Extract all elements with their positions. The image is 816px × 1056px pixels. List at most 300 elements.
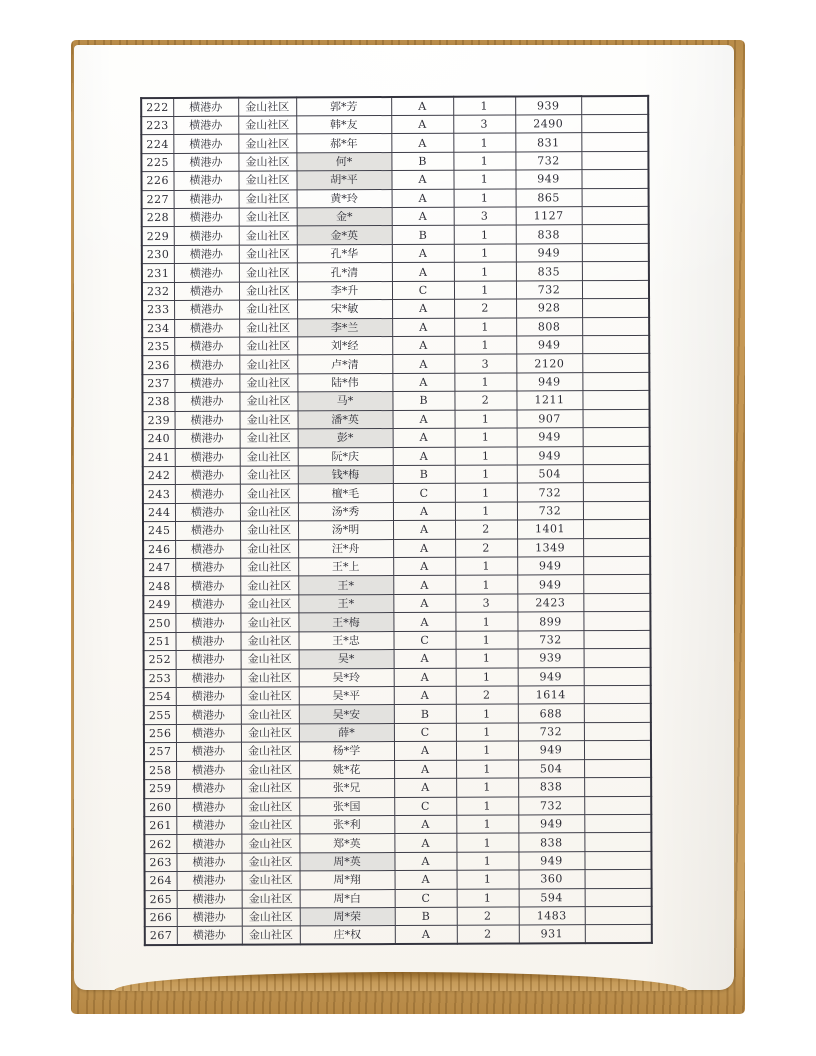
cell-amount: 1483 (519, 907, 585, 926)
cell-row-number: 245 (143, 522, 175, 541)
cell-count: 1 (457, 870, 519, 889)
cell-name: 吴*玲 (299, 668, 394, 687)
cell-office: 横港办 (176, 835, 241, 854)
cell-amount: 949 (518, 851, 584, 870)
cell-blank (585, 870, 652, 889)
cell-row-number: 229 (142, 227, 174, 246)
cell-name: 何* (296, 152, 391, 171)
cell-grade: A (394, 686, 456, 705)
table-row (145, 888, 652, 909)
table-row (145, 925, 652, 946)
cell-blank (584, 667, 651, 686)
cell-amount: 907 (517, 409, 583, 428)
cell-row-number: 241 (143, 448, 175, 467)
cell-blank (583, 501, 650, 520)
cell-amount: 835 (516, 262, 582, 281)
cell-name: 王* (298, 576, 393, 595)
cell-count: 2 (455, 520, 517, 539)
cell-community: 金山社区 (242, 890, 300, 909)
cell-row-number: 257 (144, 743, 176, 762)
cell-amount: 949 (518, 815, 584, 834)
cell-count: 1 (454, 225, 516, 244)
cell-name: 郭*芳 (296, 97, 391, 116)
cell-community: 金山社区 (238, 97, 296, 116)
table-row (142, 188, 649, 209)
cell-amount: 838 (516, 225, 582, 244)
cell-grade: B (392, 391, 454, 410)
table-row (143, 446, 650, 467)
cell-count: 2 (457, 907, 519, 926)
cell-community: 金山社区 (240, 411, 298, 430)
cell-community: 金山社区 (239, 226, 297, 245)
cell-office: 横港办 (175, 411, 240, 430)
cell-community: 金山社区 (239, 300, 297, 319)
table-row (141, 151, 648, 172)
cell-office: 横港办 (176, 798, 241, 817)
cell-grade: C (392, 281, 454, 300)
cell-blank (583, 483, 650, 502)
cell-blank (584, 704, 651, 723)
cell-row-number: 234 (142, 319, 174, 338)
cell-name: 马* (297, 392, 392, 411)
table-row (143, 501, 650, 522)
cell-office: 横港办 (176, 724, 241, 743)
cell-community: 金山社区 (240, 484, 298, 503)
cell-count: 1 (456, 760, 518, 779)
cell-row-number: 259 (144, 780, 176, 799)
table-row (143, 612, 650, 633)
cell-blank (581, 133, 648, 152)
cell-amount: 949 (517, 557, 583, 576)
cell-blank (582, 262, 649, 281)
cell-blank (584, 759, 651, 778)
cell-amount: 808 (516, 317, 582, 336)
cell-community: 金山社区 (241, 724, 299, 743)
cell-name: 黄*玲 (297, 189, 392, 208)
cell-grade: A (393, 502, 455, 521)
cell-amount: 360 (519, 870, 585, 889)
cell-amount: 838 (518, 778, 584, 797)
cell-grade: A (394, 815, 456, 834)
cell-name: 张*利 (299, 815, 394, 834)
cell-community: 金山社区 (239, 263, 297, 282)
cell-office: 横港办 (174, 227, 239, 246)
cell-grade: A (395, 926, 457, 945)
cell-grade: A (392, 299, 454, 318)
cell-community: 金山社区 (241, 669, 299, 688)
cell-grade: A (392, 318, 454, 337)
cell-amount: 1127 (516, 207, 582, 226)
cell-count: 1 (455, 612, 517, 631)
table-wrap (140, 95, 653, 947)
cell-community: 金山社区 (240, 632, 298, 651)
cell-name: 郑*英 (299, 834, 394, 853)
table-row (143, 483, 650, 504)
cell-row-number: 264 (145, 872, 177, 891)
cell-name: 王* (298, 594, 393, 613)
cell-blank (583, 446, 650, 465)
cell-grade: C (394, 797, 456, 816)
cell-count: 1 (454, 318, 516, 337)
cell-community: 金山社区 (240, 521, 298, 540)
table-row (144, 685, 651, 706)
cell-count: 1 (454, 189, 516, 208)
cell-count: 3 (454, 207, 516, 226)
cell-grade: A (392, 244, 454, 263)
cell-office: 横港办 (176, 816, 241, 835)
cell-community: 金山社区 (241, 834, 299, 853)
table-row (144, 759, 651, 780)
cell-count: 1 (456, 815, 518, 834)
cell-count: 1 (455, 557, 517, 576)
cell-office: 横港办 (175, 521, 240, 540)
cell-blank (585, 906, 652, 925)
cell-community: 金山社区 (241, 779, 299, 798)
cell-office: 横港办 (176, 706, 241, 725)
cell-grade: A (391, 170, 453, 189)
cell-row-number: 237 (142, 374, 174, 393)
cell-name: 姚*花 (299, 760, 394, 779)
cell-row-number: 251 (143, 632, 175, 651)
cell-grade: B (392, 226, 454, 245)
cell-community: 金山社区 (239, 374, 297, 393)
cell-grade: A (394, 742, 456, 761)
table-row (144, 778, 651, 799)
cell-grade: A (394, 760, 456, 779)
table-row (144, 851, 651, 872)
table-row (144, 796, 651, 817)
cell-office: 横港办 (175, 485, 240, 504)
cell-row-number: 254 (144, 687, 176, 706)
cell-blank (583, 538, 650, 557)
cell-office: 横港办 (175, 558, 240, 577)
cell-community: 金山社区 (240, 540, 298, 559)
cell-grade: C (394, 723, 456, 742)
cell-office: 横港办 (174, 282, 239, 301)
cell-grade: A (394, 649, 456, 668)
cell-count: 1 (453, 152, 515, 171)
table-row (141, 133, 648, 154)
table-row (141, 170, 648, 191)
cell-row-number: 232 (142, 282, 174, 301)
cell-community: 金山社区 (238, 171, 296, 190)
cell-amount: 1211 (516, 391, 582, 410)
cell-amount: 1614 (518, 686, 584, 705)
cell-blank (583, 612, 650, 631)
cell-office: 横港办 (174, 263, 239, 282)
cell-amount: 939 (518, 649, 584, 668)
cell-amount: 732 (518, 796, 584, 815)
cell-grade: C (393, 484, 455, 503)
cell-name: 宋*敏 (297, 300, 392, 319)
cell-grade: A (393, 613, 455, 632)
cell-blank (582, 372, 649, 391)
cell-community: 金山社区 (241, 705, 299, 724)
cell-name: 陆*伟 (297, 373, 392, 392)
cell-amount: 504 (518, 759, 584, 778)
cell-community: 金山社区 (241, 816, 299, 835)
cell-amount: 949 (518, 741, 584, 760)
cell-count: 1 (456, 741, 518, 760)
cell-office: 横港办 (174, 300, 239, 319)
cell-grade: A (393, 557, 455, 576)
cell-community: 金山社区 (240, 613, 298, 632)
cell-community: 金山社区 (238, 134, 296, 153)
cell-blank (583, 556, 650, 575)
table-row (143, 538, 650, 559)
table-row (142, 372, 649, 393)
cell-office: 横港办 (176, 687, 241, 706)
cell-community: 金山社区 (241, 742, 299, 761)
table-row (141, 114, 648, 135)
cell-office: 横港办 (175, 632, 240, 651)
cell-name: 张*兄 (299, 779, 394, 798)
cell-office: 横港办 (177, 871, 242, 890)
table-row (142, 280, 649, 301)
cell-row-number: 235 (142, 337, 174, 356)
cell-blank (582, 206, 649, 225)
cell-office: 横港办 (175, 540, 240, 559)
cell-community: 金山社区 (240, 576, 298, 595)
cell-office: 横港办 (173, 116, 238, 135)
table-row (142, 299, 649, 320)
table-row (145, 870, 652, 891)
cell-grade: A (393, 539, 455, 558)
cell-count: 1 (456, 797, 518, 816)
cell-blank (581, 170, 648, 189)
records-table (140, 95, 653, 947)
cell-blank (582, 317, 649, 336)
cell-blank (583, 464, 650, 483)
cell-community: 金山社区 (239, 318, 297, 337)
table-row (143, 593, 650, 614)
cell-grade: A (391, 97, 453, 116)
cell-row-number: 238 (142, 393, 174, 412)
cell-office: 横港办 (175, 595, 240, 614)
cell-row-number: 233 (142, 301, 174, 320)
cell-count: 1 (455, 483, 517, 502)
cell-office: 横港办 (175, 448, 240, 467)
table-row (144, 741, 651, 762)
cell-row-number: 222 (141, 98, 173, 117)
cell-community: 金山社区 (238, 153, 296, 172)
cell-grade: A (393, 447, 455, 466)
cell-name: 王*梅 (298, 613, 393, 632)
cell-blank (584, 851, 651, 870)
cell-blank (581, 96, 648, 115)
cell-amount: 594 (519, 888, 585, 907)
cell-amount: 1349 (517, 538, 583, 557)
cell-amount: 949 (518, 667, 584, 686)
cell-grade: A (394, 852, 456, 871)
cell-amount: 949 (515, 170, 581, 189)
cell-grade: A (394, 834, 456, 853)
cell-grade: A (392, 373, 454, 392)
cell-row-number: 258 (144, 761, 176, 780)
cell-name: 钱*梅 (298, 465, 393, 484)
cell-office: 横港办 (176, 853, 241, 872)
table-row (144, 667, 651, 688)
cell-count: 1 (455, 465, 517, 484)
cell-row-number: 249 (143, 595, 175, 614)
cell-row-number: 223 (141, 116, 173, 135)
cell-blank (583, 409, 650, 428)
cell-count: 2 (457, 925, 519, 944)
cell-name: 孔*华 (297, 244, 392, 263)
cell-name: 汪*舟 (298, 539, 393, 558)
table-row (143, 464, 650, 485)
cell-count: 1 (456, 778, 518, 797)
cell-grade: A (393, 576, 455, 595)
cell-office: 横港办 (174, 374, 239, 393)
cell-count: 2 (454, 391, 516, 410)
records-table-body (141, 96, 652, 946)
cell-community: 金山社区 (240, 429, 298, 448)
cell-blank (582, 354, 649, 373)
cell-community: 金山社区 (239, 282, 297, 301)
cell-row-number: 260 (144, 798, 176, 817)
cell-grade: A (394, 778, 456, 797)
table-row (141, 96, 648, 117)
cell-community: 金山社区 (239, 245, 297, 264)
cell-name: 王*忠 (298, 631, 393, 650)
cell-office: 横港办 (176, 742, 241, 761)
cell-grade: A (392, 336, 454, 355)
cell-name: 潘*英 (298, 410, 393, 429)
cell-count: 1 (454, 281, 516, 300)
table-row (142, 243, 649, 264)
cell-row-number: 244 (143, 503, 175, 522)
cell-count: 1 (457, 889, 519, 908)
cell-grade: A (393, 520, 455, 539)
cell-community: 金山社区 (239, 337, 297, 356)
cell-row-number: 231 (142, 264, 174, 283)
table-row (142, 335, 649, 356)
table-row (144, 722, 651, 743)
cell-amount: 2423 (517, 594, 583, 613)
cell-count: 1 (453, 96, 515, 115)
cell-amount: 949 (516, 244, 582, 263)
cell-amount: 831 (515, 133, 581, 152)
cell-name: 彭* (298, 429, 393, 448)
cell-count: 1 (456, 649, 518, 668)
cell-office: 横港办 (177, 908, 242, 927)
cell-count: 1 (455, 410, 517, 429)
table-row (142, 354, 649, 375)
cell-office: 横港办 (173, 98, 238, 117)
table-row (143, 556, 650, 577)
cell-row-number: 242 (143, 466, 175, 485)
cell-row-number: 227 (142, 190, 174, 209)
cell-amount: 928 (516, 299, 582, 318)
cell-grade: A (391, 134, 453, 153)
table-row (144, 833, 651, 854)
cell-blank (583, 593, 650, 612)
cell-name: 孔*清 (297, 263, 392, 282)
cell-office: 横港办 (173, 135, 238, 154)
table-row (143, 575, 650, 596)
cell-grade: C (395, 889, 457, 908)
cell-name: 胡*平 (296, 171, 391, 190)
cell-name: 韩*友 (296, 115, 391, 134)
cell-blank (584, 833, 651, 852)
cell-count: 1 (455, 446, 517, 465)
cell-office: 横港办 (175, 429, 240, 448)
cell-row-number: 240 (143, 430, 175, 449)
cell-row-number: 228 (142, 209, 174, 228)
cell-row-number: 262 (144, 835, 176, 854)
cell-count: 1 (454, 244, 516, 263)
cell-count: 2 (454, 299, 516, 318)
cell-name: 吴* (299, 650, 394, 669)
cell-name: 周*荣 (300, 908, 395, 927)
cell-name: 郝*年 (296, 134, 391, 153)
cell-name: 庄*权 (300, 926, 395, 945)
cell-grade: A (392, 189, 454, 208)
table-row (142, 206, 649, 227)
cell-community: 金山社区 (241, 797, 299, 816)
cell-office: 横港办 (173, 153, 238, 172)
cell-amount: 865 (516, 188, 582, 207)
cell-community: 金山社区 (240, 595, 298, 614)
table-row (142, 391, 649, 412)
cell-amount: 688 (518, 704, 584, 723)
cell-grade: B (394, 705, 456, 724)
cell-community: 金山社区 (239, 392, 297, 411)
cell-row-number: 230 (142, 245, 174, 264)
table-row (144, 704, 651, 725)
cell-row-number: 248 (143, 577, 175, 596)
cell-grade: C (393, 631, 455, 650)
cell-count: 1 (456, 852, 518, 871)
cell-blank (581, 114, 648, 133)
table-row (143, 520, 650, 541)
cell-name: 薛* (299, 723, 394, 742)
cell-row-number: 255 (144, 706, 176, 725)
cell-amount: 732 (516, 280, 582, 299)
cell-community: 金山社区 (239, 355, 297, 374)
cell-name: 李*兰 (297, 318, 392, 337)
cell-count: 1 (454, 262, 516, 281)
cell-office: 横港办 (175, 503, 240, 522)
cell-count: 2 (456, 686, 518, 705)
cell-row-number: 261 (144, 816, 176, 835)
cell-name: 金*英 (297, 226, 392, 245)
cell-row-number: 265 (145, 890, 177, 909)
cell-community: 金山社区 (240, 558, 298, 577)
cell-blank (582, 243, 649, 262)
cell-blank (584, 722, 651, 741)
cell-community: 金山社区 (241, 853, 299, 872)
cell-community: 金山社区 (241, 650, 299, 669)
cell-name: 吴*平 (299, 687, 394, 706)
cell-name: 周*英 (299, 852, 394, 871)
cell-office: 横港办 (175, 613, 240, 632)
cell-row-number: 236 (142, 356, 174, 375)
cell-count: 1 (456, 833, 518, 852)
cell-count: 1 (455, 631, 517, 650)
cell-community: 金山社区 (240, 447, 298, 466)
cell-count: 3 (454, 354, 516, 373)
cell-grade: A (392, 263, 454, 282)
cell-community: 金山社区 (239, 208, 297, 227)
table-row (142, 225, 649, 246)
table-row (143, 630, 650, 651)
cell-amount: 2120 (516, 354, 582, 373)
cell-amount: 931 (519, 925, 585, 944)
cell-name: 刘*经 (297, 337, 392, 356)
cell-row-number: 256 (144, 724, 176, 743)
